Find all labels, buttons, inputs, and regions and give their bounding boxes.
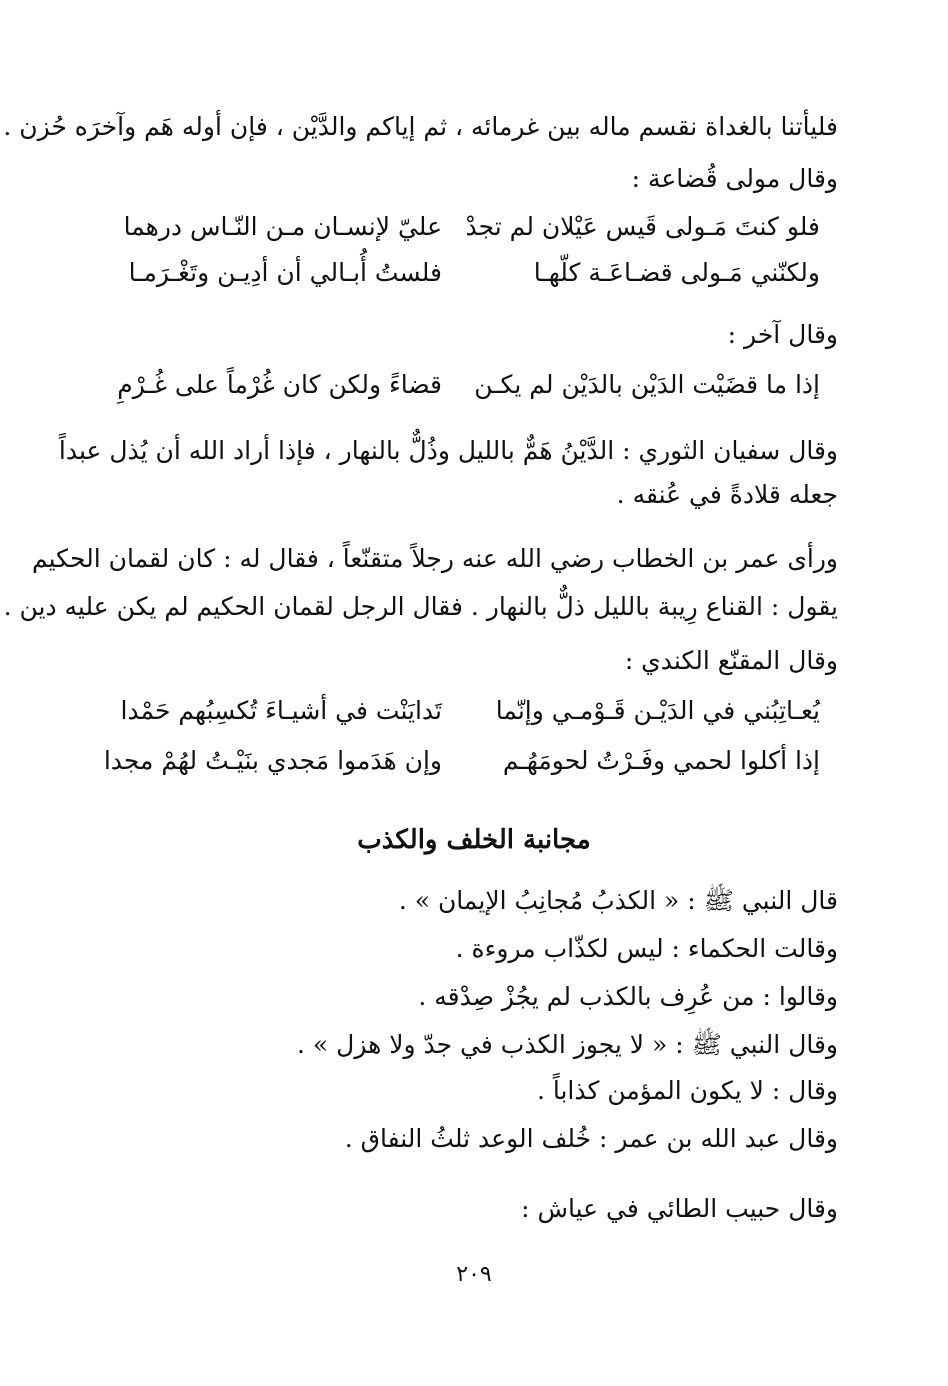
- verse-second-hemistich: تَدايَنْت في أشيـاءَ تُكسِبُهم حَمْدا: [120, 696, 442, 725]
- paragraph-line: فليأتنا بالغداة نقسم ماله بين غرمائه ، ثم إياكم والدَّيْن ، فإن أوله هَم وآخرَه حُزن .: [3, 112, 838, 141]
- verse-second-hemistich: قضاءً ولكن كان غُرْماً على غُـرْمِ: [117, 370, 442, 399]
- verse-first-hemistich: فلو كنتَ مَـولى قَيس عَيْلان لم تجدْ: [465, 212, 820, 241]
- saying-line: وقال النبي ﷺ : « لا يجوز الكذب في جدّ ولا هزل » .: [297, 1030, 838, 1059]
- section-heading: مجانبة الخلف والكذب: [357, 825, 591, 855]
- verse-intro: وقال آخر :: [727, 320, 838, 349]
- saying-line: وقالت الحكماء : ليس لكذّاب مروءة .: [455, 934, 838, 963]
- page-number: ٢٠٩: [456, 1262, 492, 1287]
- verse-second-hemistich: وإن هَدَموا مَجدي بنَيْـتُ لهُمْ مجدا: [103, 746, 442, 775]
- saying-line: وقال : لا يكون المؤمن كذاباً .: [536, 1076, 838, 1105]
- paragraph-line: جعله قلادةً في عُنقه .: [616, 480, 838, 509]
- verse-intro: وقال مولى قُضاعة :: [631, 164, 838, 193]
- verse-first-hemistich: ولكنّني مَـولى قضـاعَـة كلّهـا: [533, 258, 820, 287]
- verse-first-hemistich: إذا أكلوا لحمي وفَـرْتُ لحومَهُـم: [502, 746, 820, 775]
- verse-intro: وقال حبيب الطائي في عياش :: [521, 1194, 838, 1223]
- paragraph-line: ورأى عمر بن الخطاب رضي الله عنه رجلاً متقنّعاً ، فقال له : كان لقمان الحكيم: [31, 544, 838, 573]
- saying-line: وقال عبد الله بن عمر : خُلف الوعد ثلثُ النفاق .: [344, 1124, 838, 1153]
- saying-line: قال النبي ﷺ : « الكذبُ مُجانِبُ الإيمان » .: [398, 886, 838, 915]
- verse-second-hemistich: فلستُ أُبـالي أن أدِيـن وتَغْـرَمـا: [128, 258, 442, 287]
- paragraph-line: وقال سفيان الثوري : الدَّيْنُ هَمٌّ بالليل وذُلٌّ بالنهار ، فإذا أراد الله أن يُذل عبداً: [58, 436, 838, 465]
- verse-first-hemistich: يُعـاتِبُني في الدَيْـن قَـوْمـي وإنّما: [495, 696, 820, 725]
- verse-first-hemistich: إذا ما قضَيْت الدَيْن بالدَيْن لم يكـن: [474, 370, 820, 399]
- saying-line: وقالوا : من عُرِف بالكذب لم يجُزْ صِدْقه .: [418, 982, 838, 1011]
- verse-second-hemistich: عليّ لإنسـان مـن النّـاس درهما: [123, 212, 442, 241]
- verse-intro: وقال المقنّع الكندي :: [624, 646, 838, 675]
- paragraph-line: يقول : القناع رِيبة بالليل ذلٌّ بالنهار . فقال الرجل لقمان الحكيم لم يكن عليه دين .: [3, 592, 838, 621]
